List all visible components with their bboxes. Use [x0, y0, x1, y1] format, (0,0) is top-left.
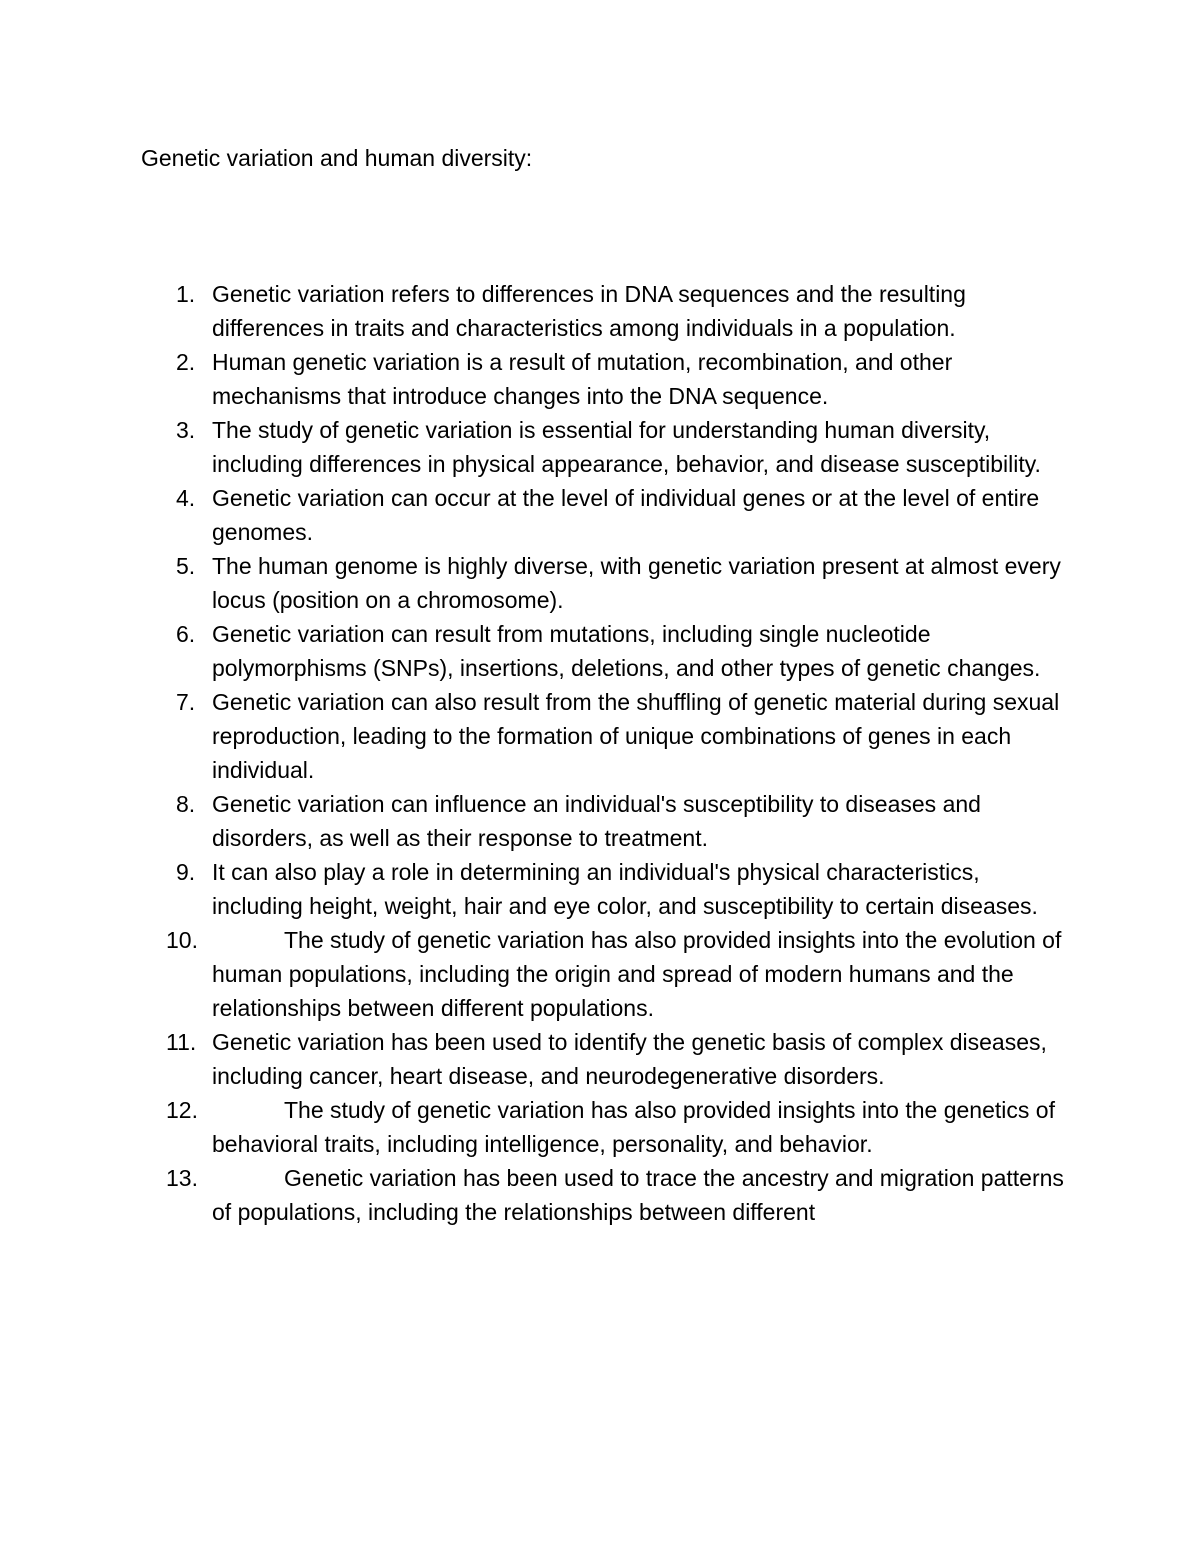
list-item-text: The human genome is highly diverse, with genetic variation present at almost every locus (position on a chromosome).	[212, 553, 1061, 613]
list-item-number: 7.	[176, 689, 196, 715]
list-item-number: 10.	[166, 927, 198, 953]
list-item-number: 6.	[176, 621, 196, 647]
list-item	[0, 685, 1072, 787]
list-item	[0, 413, 1072, 481]
list-item	[0, 277, 1072, 345]
list-item-text: Genetic variation can also result from the shuffling of genetic material during sexual reproduction, leading to the formation of unique combinations of genes in each individual.	[212, 689, 1060, 783]
list-item-number: 12.	[166, 1097, 198, 1123]
list-item	[0, 549, 1072, 617]
list-item-text: Human genetic variation is a result of mutation, recombination, and other mechanisms that introduce changes into the DNA sequence.	[212, 349, 953, 409]
list-item-text: It can also play a role in determining an individual's physical characteristics, including height, weight, hair and eye color, and susceptibility to certain diseases.	[212, 859, 1038, 919]
list-item-number: 4.	[176, 485, 196, 511]
list-item-number: 1.	[176, 281, 196, 307]
list-item-number: 13.	[166, 1165, 198, 1191]
list-item-number: 8.	[176, 791, 196, 817]
list-item-number: 9.	[176, 859, 196, 885]
list-item-number: 2.	[176, 349, 196, 375]
list-item	[0, 1093, 1072, 1161]
numbered-list	[0, 277, 1200, 1229]
list-item-number: 5.	[176, 553, 196, 579]
list-item-number: 11.	[166, 1029, 197, 1055]
list-item-text: Genetic variation can occur at the level of individual genes or at the level of entire genomes.	[212, 485, 1040, 545]
list-item-text: Genetic variation has been used to identify the genetic basis of complex diseases, including cancer, heart disease, and neurodegenerative disorders.	[212, 1029, 1047, 1089]
list-item-text: Genetic variation has been used to trace the ancestry and migration patterns of populations, including the relationships between different	[212, 1165, 1064, 1225]
list-item	[0, 345, 1072, 413]
list-item-text: The study of genetic variation has also provided insights into the evolution of human populations, including the origin and spread of modern humans and the relationships between different populations.	[212, 927, 1062, 1021]
list-item-text: Genetic variation can result from mutations, including single nucleotide polymorphisms (SNPs), insertions, deletions, and other types of genetic changes.	[212, 621, 1041, 681]
list-item	[0, 855, 1072, 923]
list-item	[0, 923, 1072, 1025]
list-item-text: The study of genetic variation has also provided insights into the genetics of behavioral traits, including intelligence, personality, and behavior.	[212, 1097, 1055, 1157]
list-item	[0, 1025, 1072, 1093]
list-item	[0, 1161, 1072, 1229]
list-item	[0, 481, 1072, 549]
list-item	[0, 617, 1072, 685]
list-item-text: Genetic variation can influence an individual's susceptibility to diseases and disorders, as well as their response to treatment.	[212, 791, 981, 851]
list-item-text: Genetic variation refers to differences in DNA sequences and the resulting differences in traits and characteristics among individuals in a population.	[212, 281, 966, 341]
list-item	[0, 787, 1072, 855]
page-title: Genetic variation and human diversity:	[141, 145, 533, 171]
list-item-number: 3.	[176, 417, 196, 443]
list-item-text: The study of genetic variation is essential for understanding human diversity, including differences in physical appearance, behavior, and disease susceptibility.	[212, 417, 1041, 477]
